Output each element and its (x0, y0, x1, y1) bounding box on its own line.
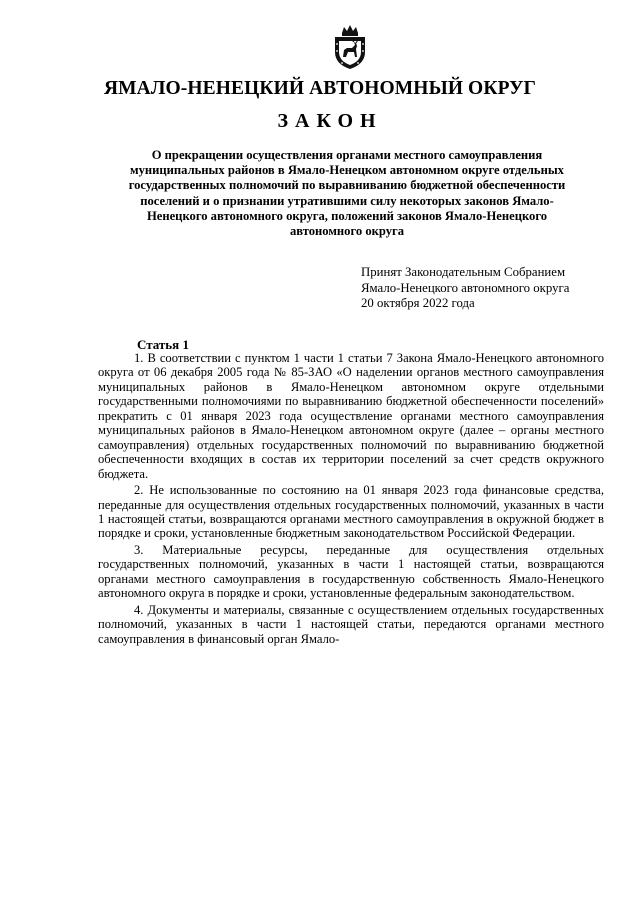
adoption-line: Ямало-Ненецкого автономного округа (361, 280, 570, 295)
law-title: О прекращении осуществления органами местного самоуправления муниципальных районов в Ямало-Ненецком автономном округе отдельных государственных полномочий по выравниванию бюджетной обеспеченности поселений и о признании утратившими силу некоторых законов Ямало-Ненецкого автономного округа, положений законов Ямало-Ненецкого автономного округа (128, 148, 566, 239)
article-paragraph: 3. Материальные ресурсы, переданные для осуществления отдельных государственных полномочий, указанных в части 1 настоящей статьи, возвращаются органами местного самоуправления в государственную собственность Ямало-Ненецкого автономного округа в порядке и сроки, установленные федеральным законодательством. (98, 542, 604, 601)
article-title: Статья 1 (137, 337, 189, 352)
coat-of-arms-emblem (330, 24, 370, 70)
article-paragraph: 1. В соответствии с пунктом 1 части 1 статьи 7 Закона Ямало-Ненецкого автономного округа от 06 декабря 2005 года № 85-ЗАО «О наделении органов местного самоуправления муниципальных районов в Ямало-Ненецком автономном округе отдельными государственными полномочиями по выравниванию бюджетной обеспеченности поселений» прекратить с 01 января 2023 года осуществление органами местного самоуправления муниципальных районов в Ямало-Ненецком автономном округе (далее – органы местного самоуправления) отдельных государственных полномочий по выравниванию бюджетной обеспеченности входящих в состав их территории поселений за счет средств окружного бюджета. (98, 351, 604, 481)
region-heading: ЯМАЛО-НЕНЕЦКИЙ АВТОНОМНЫЙ ОКРУГ (103, 78, 537, 99)
adoption-date: 20 октября 2022 года (361, 296, 475, 310)
document-type-heading: ЗАКОН (277, 110, 383, 132)
adoption-note (361, 265, 569, 312)
article-paragraph: 4. Документы и материалы, связанные с осуществлением отдельных государственных полномочий, указанных в части 1 настоящей статьи, передаются органами местного самоуправления в финансовый орган Ямало- (98, 602, 604, 646)
article-body (98, 351, 604, 646)
article-paragraph: 2. Не использованные по состоянию на 01 января 2023 года финансовые средства, переданные для осуществления отдельных государственных полномочий, указанных в части 1 настоящей статьи, возвращаются органами местного самоуправления в окружной бюджет в порядке и сроки, установленные бюджетным законодательством Российской Федерации. (98, 483, 604, 541)
adoption-line: Принят Законодательным Собранием (361, 265, 566, 279)
